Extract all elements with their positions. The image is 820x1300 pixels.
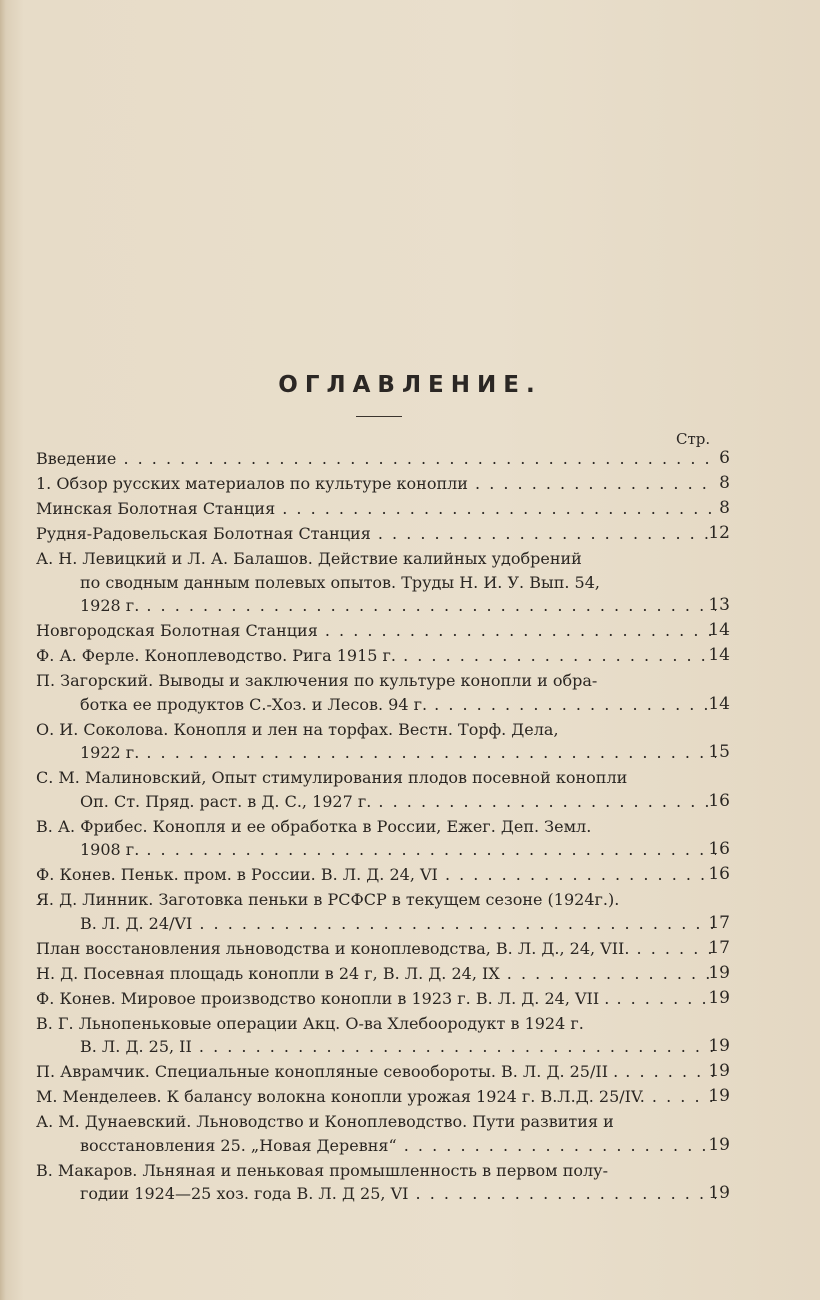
toc-page-number: 16 bbox=[708, 790, 730, 811]
toc-entry bbox=[36, 669, 730, 716]
toc-entry-title: 1. Обзор русских материалов по культуре конопли . . . bbox=[36, 472, 716, 496]
toc-entry-title: Н. Д. Посевная площадь конопли в 24 г, В. Л. Д. 24, IX . . . bbox=[36, 962, 716, 986]
toc-page-number: 19 bbox=[708, 1036, 730, 1056]
toc-page-number: 19 bbox=[708, 987, 730, 1008]
toc-entry bbox=[36, 718, 730, 765]
toc-entry-continuation: В. Л. Д. 25, II . . . bbox=[36, 1035, 716, 1059]
toc-entry bbox=[36, 766, 730, 813]
toc-entry-continuation: восстановления 25. „Новая Деревня“ . . . bbox=[36, 1134, 716, 1158]
toc-entry-title: Я. Д. Линник. Заготовка пеньки в РСФСР в текущем сезоне (1924г.). bbox=[36, 890, 620, 909]
toc-page-number: 16 bbox=[708, 839, 730, 859]
toc-entry-continuation: 1928 г. . . . bbox=[36, 594, 716, 618]
toc-page-number: 14 bbox=[708, 620, 730, 640]
toc-entry bbox=[36, 472, 730, 496]
toc-entry-title: М. Менделеев. К балансу волокна конопли урожая 1924 г. В.Л.Д. 25/IV. . . . bbox=[36, 1085, 716, 1109]
toc-entry bbox=[36, 937, 730, 961]
toc-page-number: 17 bbox=[708, 937, 730, 958]
toc-entry-title: А. Н. Левицкий и Л. А. Балашов. Действие калийных удобрений bbox=[36, 549, 582, 568]
toc-entry bbox=[36, 619, 730, 643]
toc-entry bbox=[36, 1110, 730, 1157]
page-title: ОГЛАВЛЕНИЕ. bbox=[278, 372, 542, 398]
toc-page-number: 13 bbox=[708, 595, 730, 615]
toc-page-number: 15 bbox=[708, 742, 730, 762]
toc-page-number: 19 bbox=[708, 1183, 730, 1203]
toc-page-number: 14 bbox=[708, 645, 730, 665]
toc-entry-continuation: 1908 г. . . . bbox=[36, 838, 716, 862]
toc-entry-title: С. М. Малиновский, Опыт стимулирования плодов посевной конопли bbox=[36, 768, 628, 787]
toc-page-number: 8 bbox=[719, 498, 730, 518]
toc-entry-title: О. И. Соколова. Конопля и лен на торфах. Вестн. Торф. Дела, bbox=[36, 719, 559, 739]
toc-entry bbox=[36, 815, 730, 862]
toc-entry-title: Ф. Конев. Мировое производство конопли в 1923 г. В. Л. Д. 24, VII . . . . bbox=[36, 987, 716, 1011]
toc-page-number: 19 bbox=[708, 1061, 730, 1081]
toc-entry bbox=[36, 1060, 730, 1084]
toc-entry-title: План восстановления льноводства и коноплеводства, В. Л. Д., 24, VII. . . . bbox=[36, 937, 716, 961]
toc-entry-continuation: В. Л. Д. 24/VI . . . bbox=[36, 912, 716, 936]
toc-entry bbox=[36, 1159, 730, 1206]
title-divider bbox=[356, 416, 402, 417]
toc-entry-title: Новгородская Болотная Станция . . . bbox=[36, 619, 716, 643]
toc-entry bbox=[36, 497, 730, 521]
toc-entry bbox=[36, 1012, 730, 1059]
toc-entry-title: В. А. Фрибес. Конопля и ее обработка в России, Ежег. Деп. Земл. bbox=[36, 816, 592, 836]
toc-entry-continuation: 1922 г. . . . bbox=[36, 741, 716, 765]
toc-page-number: 6 bbox=[719, 448, 730, 468]
toc-entry-title: Минская Болотная Станция . . . bbox=[36, 497, 716, 521]
toc-page-number: 8 bbox=[719, 473, 730, 493]
toc-entry-title: А. М. Дунаевский. Льноводство и Коноплеводство. Пути развития и bbox=[36, 1112, 614, 1131]
toc-entry bbox=[36, 962, 730, 986]
toc-page-number: 12 bbox=[708, 523, 730, 543]
toc-page-number: 19 bbox=[708, 1086, 730, 1106]
toc-entry-title: В. Макаров. Льняная и пеньковая промышленность в первом полу- bbox=[36, 1160, 608, 1180]
toc-entry-continuation: ботка ее продуктов С.-Хоз. и Лесов. 94 г. . . . bbox=[36, 693, 716, 717]
page-column-header: Стр. bbox=[676, 430, 711, 448]
toc-page-number: 19 bbox=[708, 962, 730, 983]
toc-entry bbox=[36, 863, 730, 887]
toc-entry bbox=[36, 547, 730, 618]
toc-entry-continuation: годии 1924—25 хоз. года В. Л. Д 25, VI . . . bbox=[36, 1182, 716, 1206]
table-of-contents bbox=[36, 447, 730, 1207]
toc-page-number: 16 bbox=[708, 864, 730, 884]
toc-page-number: 17 bbox=[708, 912, 730, 933]
toc-entry bbox=[36, 888, 730, 935]
toc-entry bbox=[36, 987, 730, 1011]
toc-entry-continuation: по сводным данным полевых опытов. Труды Н. И. У. Вып. 54, bbox=[80, 572, 600, 592]
toc-entry-title: Введение . . . bbox=[36, 447, 716, 471]
toc-page-number: 19 bbox=[708, 1134, 730, 1155]
toc-entry-title: Ф. А. Ферле. Коноплеводство. Рига 1915 г. . . . bbox=[36, 644, 716, 668]
toc-entry bbox=[36, 522, 730, 546]
toc-entry bbox=[36, 447, 730, 471]
toc-entry-title: П. Аврамчик. Специальные конопляные севообороты. В. Л. Д. 25/II . . . . bbox=[36, 1060, 716, 1084]
toc-entry-continuation: Оп. Ст. Пряд. раст. в Д. С., 1927 г. . . . bbox=[36, 790, 716, 814]
toc-page-number: 14 bbox=[708, 693, 730, 714]
toc-entry bbox=[36, 644, 730, 668]
toc-entry-title: Рудня-Радовельская Болотная Станция . . . bbox=[36, 522, 716, 546]
toc-entry bbox=[36, 1085, 730, 1109]
toc-entry-title: В. Г. Льнопеньковые операции Акц. О-ва Хлебоородукт в 1924 г. bbox=[36, 1013, 584, 1033]
toc-entry-title: П. Загорский. Выводы и заключения по культуре конопли и обра- bbox=[36, 671, 598, 690]
toc-entry-title: Ф. Конев. Пеньк. пром. в России. В. Л. Д. 24, VI . . . bbox=[36, 863, 716, 887]
